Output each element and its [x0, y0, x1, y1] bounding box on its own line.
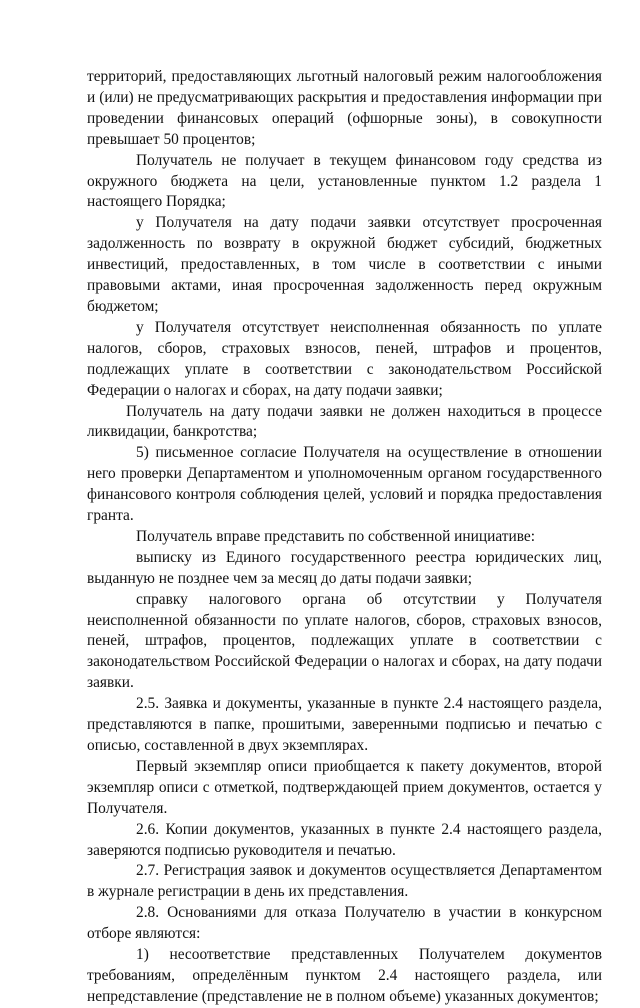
paragraph-section-2-5: 2.5. Заявка и документы, указанные в пункте 2.4 настоящего раздела, представляются в папке, прошитыми, заверенными подписью и печатью с описью, составленной в двух экземплярах.: [87, 695, 602, 754]
paragraph-section-2-8: 2.8. Основаниями для отказа Получателю в участии в конкурсном отборе являются:: [87, 904, 602, 943]
paragraph-no-unpaid-taxes: у Получателя отсутствует неисполненная обязанность по уплате налогов, сборов, страховых взносов, пеней, штрафов и процентов, подлежащих уплате в соответствии с законодательством Российской Федерации о налогах и сборах, на дату подачи заявки;: [87, 318, 602, 399]
paragraph-refusal-ground-1: 1) несоответствие представленных Получателем документов требованиям, определённым пунктом 2.4 настоящего раздела, или непредставление (представление не в полном объеме) указанных документов;: [87, 946, 602, 1005]
paragraph-section-2-7: 2.7. Регистрация заявок и документов осуществляется Департаментом в журнале регистрации в день их представления.: [87, 862, 602, 901]
paragraph-written-consent: 5) письменное согласие Получателя на осуществление в отношении него проверки Департаментом и уполномоченным органом государственного финансового контроля соблюдения целей, условий и порядка предоставления гранта.: [87, 444, 602, 525]
paragraph-no-budget-funds: Получатель не получает в текущем финансовом году средства из окружного бюджета на цели, установленные пунктом 1.2 раздела 1 настоящего Порядка;: [87, 151, 602, 211]
paragraph-egrul-extract: выписку из Единого государственного реестра юридических лиц, выданную не позднее чем за месяц до даты подачи заявки;: [87, 548, 602, 587]
paragraph-inventory-copies: Первый экземпляр описи приобщается к пакету документов, второй экземпляр описи с отметкой, подтверждающей прием документов, остается у Получателя.: [87, 757, 602, 817]
document-page: [87, 67, 602, 1008]
paragraph-no-liquidation: Получатель на дату подачи заявки не должен находиться в процессе ликвидации, банкротства;: [87, 402, 602, 441]
paragraph-tax-certificate: справку налогового органа об отсутствии у Получателя неисполненной обязанности по уплате налогов, сборов, страховых взносов, пеней, штрафов, процентов, подлежащих уплате в соответствии с законодательством Российской Федерации о налогах и сборах, на дату подачи заявки.: [87, 590, 602, 692]
paragraph-no-overdue-debt: у Получателя на дату подачи заявки отсутствует просроченная задолженность по возврату в окружной бюджет субсидий, бюджетных инвестиций, предоставленных, в том числе в соответствии с иными правовыми актами, иная просроченная задолженность перед окружным бюджетом;: [87, 214, 602, 315]
paragraph-section-2-6: 2.6. Копии документов, указанных в пункте 2.4 настоящего раздела, заверяются подписью руководителя и печатью.: [87, 820, 602, 859]
paragraph-own-initiative: Получатель вправе представить по собственной инициативе:: [136, 527, 536, 545]
paragraph-offshore-share: территорий, предоставляющих льготный налоговый режим налогообложения и (или) не предусматривающих раскрытия и предоставления информации при проведении финансовых операций (офшорные зоны), в совокупности превышает 50 процентов;: [87, 68, 602, 148]
